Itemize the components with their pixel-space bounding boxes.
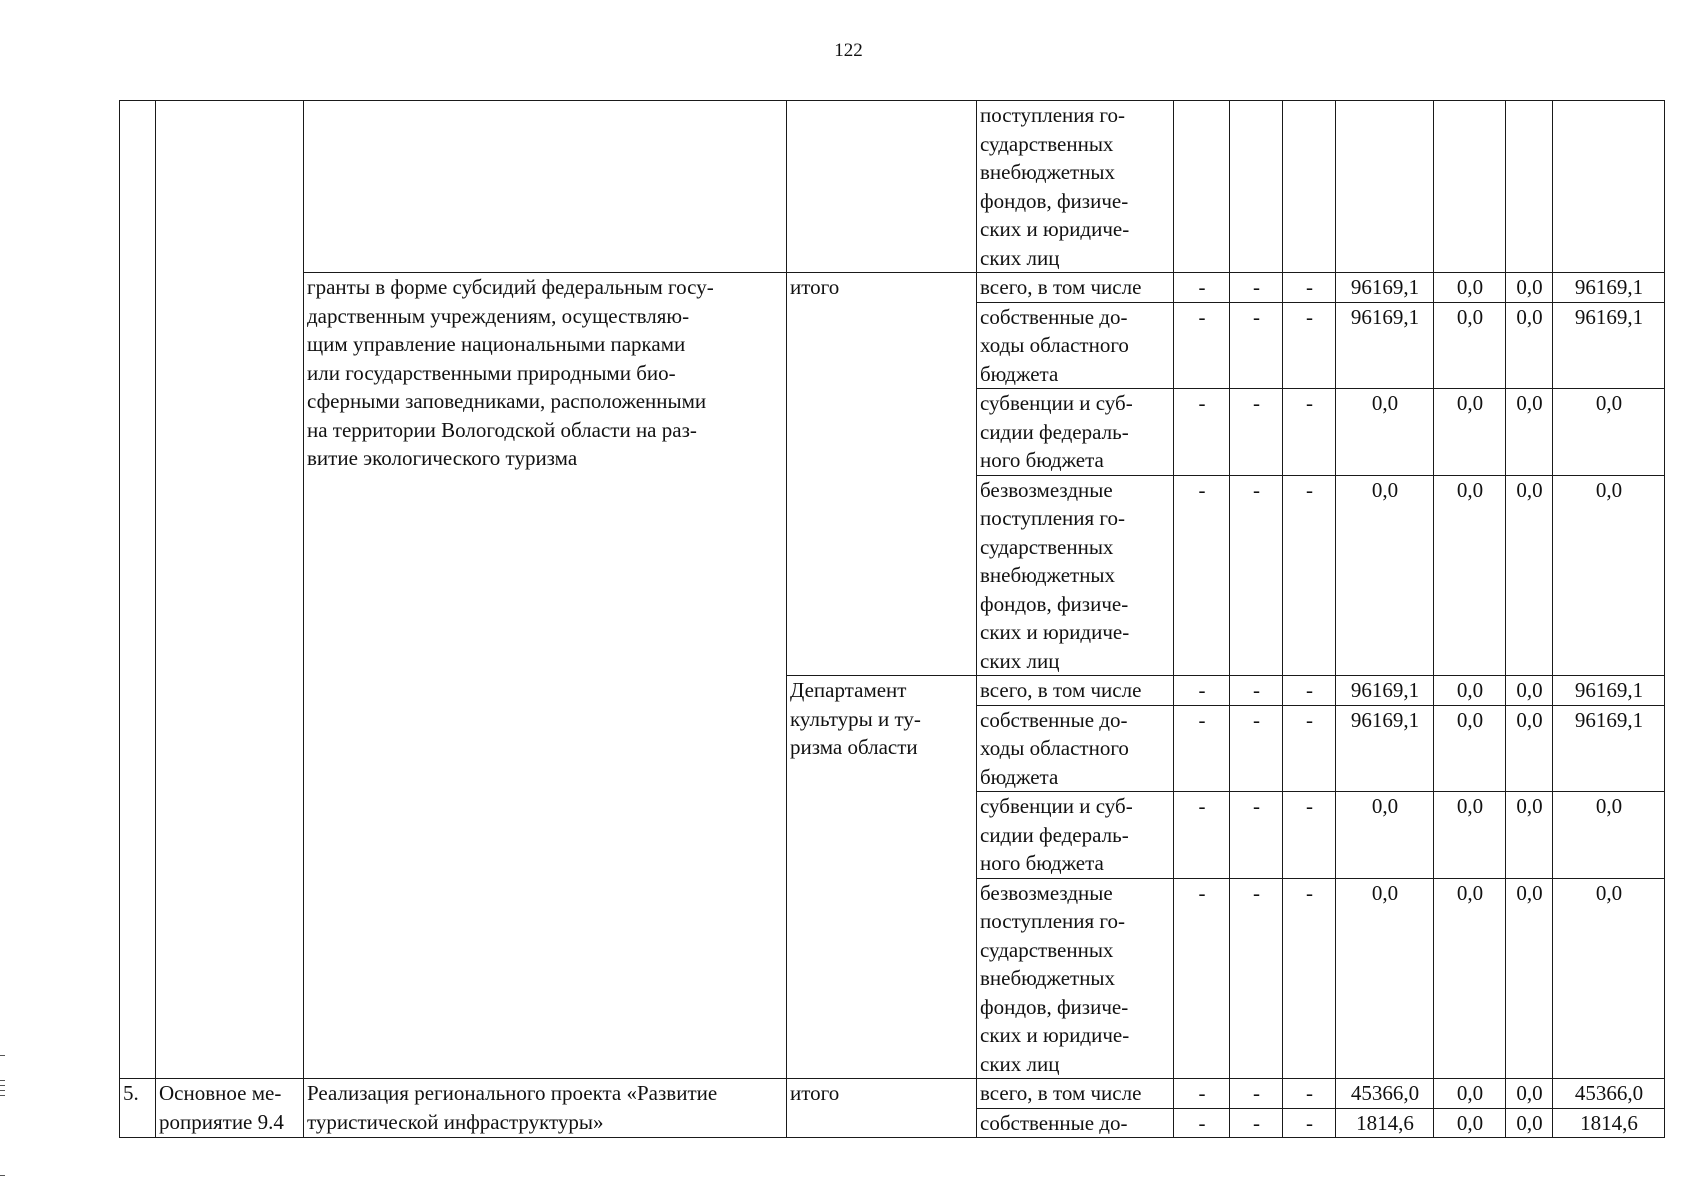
value-cell: 0,0: [1506, 1108, 1553, 1138]
indicator-cell: субвенции и суб- сидии федераль- ного бюджета: [977, 792, 1174, 879]
value-cell: [1434, 101, 1506, 273]
value-cell: 1814,6: [1553, 1108, 1665, 1138]
value-cell: 0,0: [1553, 792, 1665, 879]
value-cell: 0,0: [1506, 302, 1553, 389]
value-cell: 96169,1: [1553, 676, 1665, 706]
value-cell: 0,0: [1434, 475, 1506, 676]
value-cell: 0,0: [1336, 878, 1434, 1079]
dash-cell: -: [1230, 676, 1283, 706]
value-cell: 0,0: [1506, 273, 1553, 303]
dash-cell: -: [1230, 1079, 1283, 1109]
value-cell: 96169,1: [1553, 705, 1665, 792]
value-cell: 0,0: [1553, 878, 1665, 1079]
indicator-cell: субвенции и суб- сидии федераль- ного бюджета: [977, 389, 1174, 476]
value-cell: 0,0: [1506, 792, 1553, 879]
dash-cell: -: [1174, 878, 1230, 1079]
dash-cell: -: [1174, 475, 1230, 676]
margin-marks: [0, 1055, 6, 1185]
indicator-cell: всего, в том числе: [977, 676, 1174, 706]
value-cell: 45366,0: [1336, 1079, 1434, 1109]
page-number: 122: [834, 40, 863, 61]
value-cell: 0,0: [1336, 792, 1434, 879]
value-cell: 0,0: [1506, 475, 1553, 676]
value-cell: 0,0: [1506, 676, 1553, 706]
value-cell: 96169,1: [1553, 302, 1665, 389]
value-cell: 0,0: [1506, 389, 1553, 476]
dash-cell: -: [1230, 705, 1283, 792]
value-cell: 0,0: [1336, 389, 1434, 476]
dash-cell: -: [1283, 475, 1336, 676]
dash-cell: -: [1230, 792, 1283, 879]
value-cell: [1283, 101, 1336, 273]
value-cell: 96169,1: [1336, 302, 1434, 389]
dash-cell: -: [1283, 302, 1336, 389]
value-cell: [1174, 101, 1230, 273]
dash-cell: -: [1230, 389, 1283, 476]
indicator-cell: безвозмездные поступления го- сударственных внебюджетных фондов, физиче- ских и юридиче- ских лиц: [977, 475, 1174, 676]
table-row: [120, 1079, 1665, 1109]
value-cell: 0,0: [1434, 273, 1506, 303]
value-cell: [1553, 101, 1665, 273]
value-cell: 96169,1: [1336, 705, 1434, 792]
dash-cell: -: [1174, 273, 1230, 303]
executor-cell: итого: [787, 1079, 977, 1138]
dash-cell: -: [1174, 302, 1230, 389]
value-cell: [1230, 101, 1283, 273]
value-cell: [1336, 101, 1434, 273]
dash-cell: -: [1230, 302, 1283, 389]
table-row: [120, 273, 1665, 303]
table-row: [120, 101, 1665, 273]
dash-cell: -: [1230, 1108, 1283, 1138]
dash-cell: -: [1283, 792, 1336, 879]
description-cell: гранты в форме субсидий федеральным госу- дарственным учреждениям, осуществляю- щим управление национальными парками или государственными природными био- сферными заповедниками, расположенными на территории Вологодской области на раз- витие экологического туризма: [304, 273, 787, 1079]
value-cell: 96169,1: [1336, 273, 1434, 303]
value-cell: 0,0: [1553, 389, 1665, 476]
value-cell: 0,0: [1434, 1108, 1506, 1138]
number-cell: [120, 101, 156, 1079]
name-cell: Основное ме- роприятие 9.4: [156, 1079, 304, 1138]
indicator-cell: всего, в том числе: [977, 273, 1174, 303]
executor-cell: итого: [787, 273, 977, 676]
dash-cell: -: [1283, 273, 1336, 303]
value-cell: 1814,6: [1336, 1108, 1434, 1138]
dash-cell: -: [1283, 878, 1336, 1079]
value-cell: 0,0: [1434, 792, 1506, 879]
value-cell: 0,0: [1434, 676, 1506, 706]
executor-cell: [787, 101, 977, 273]
budget-table: [119, 100, 1665, 1138]
dash-cell: -: [1283, 705, 1336, 792]
dash-cell: -: [1230, 273, 1283, 303]
description-cell: Реализация регионального проекта «Развитие туристической инфраструктуры»: [304, 1079, 787, 1138]
dash-cell: -: [1174, 1079, 1230, 1109]
value-cell: 0,0: [1434, 302, 1506, 389]
indicator-cell: собственные до- ходы областного бюджета: [977, 705, 1174, 792]
value-cell: 0,0: [1434, 1079, 1506, 1109]
dash-cell: -: [1283, 389, 1336, 476]
dash-cell: -: [1230, 475, 1283, 676]
dash-cell: -: [1174, 792, 1230, 879]
value-cell: 0,0: [1506, 705, 1553, 792]
value-cell: 0,0: [1553, 475, 1665, 676]
value-cell: [1506, 101, 1553, 273]
value-cell: 0,0: [1506, 878, 1553, 1079]
dash-cell: -: [1174, 676, 1230, 706]
value-cell: 0,0: [1336, 475, 1434, 676]
dash-cell: -: [1230, 878, 1283, 1079]
dash-cell: -: [1283, 676, 1336, 706]
dash-cell: -: [1174, 705, 1230, 792]
indicator-cell: собственные до- ходы областного бюджета: [977, 302, 1174, 389]
dash-cell: -: [1283, 1079, 1336, 1109]
value-cell: 0,0: [1506, 1079, 1553, 1109]
value-cell: 0,0: [1434, 705, 1506, 792]
dash-cell: -: [1283, 1108, 1336, 1138]
dash-cell: -: [1174, 389, 1230, 476]
number-cell: 5.: [120, 1079, 156, 1138]
value-cell: 96169,1: [1553, 273, 1665, 303]
value-cell: 96169,1: [1336, 676, 1434, 706]
executor-cell: Департамент культуры и ту- ризма области: [787, 676, 977, 1079]
dash-cell: -: [1174, 1108, 1230, 1138]
value-cell: 0,0: [1434, 878, 1506, 1079]
description-cell: [304, 101, 787, 273]
value-cell: 0,0: [1434, 389, 1506, 476]
name-cell: [156, 101, 304, 1079]
indicator-cell: безвозмездные поступления го- сударственных внебюджетных фондов, физиче- ских и юридиче- ских лиц: [977, 878, 1174, 1079]
indicator-cell: поступления го- сударственных внебюджетных фондов, физиче- ских и юридиче- ских лиц: [977, 101, 1174, 273]
value-cell: 45366,0: [1553, 1079, 1665, 1109]
indicator-cell: собственные до-: [977, 1108, 1174, 1138]
indicator-cell: всего, в том числе: [977, 1079, 1174, 1109]
